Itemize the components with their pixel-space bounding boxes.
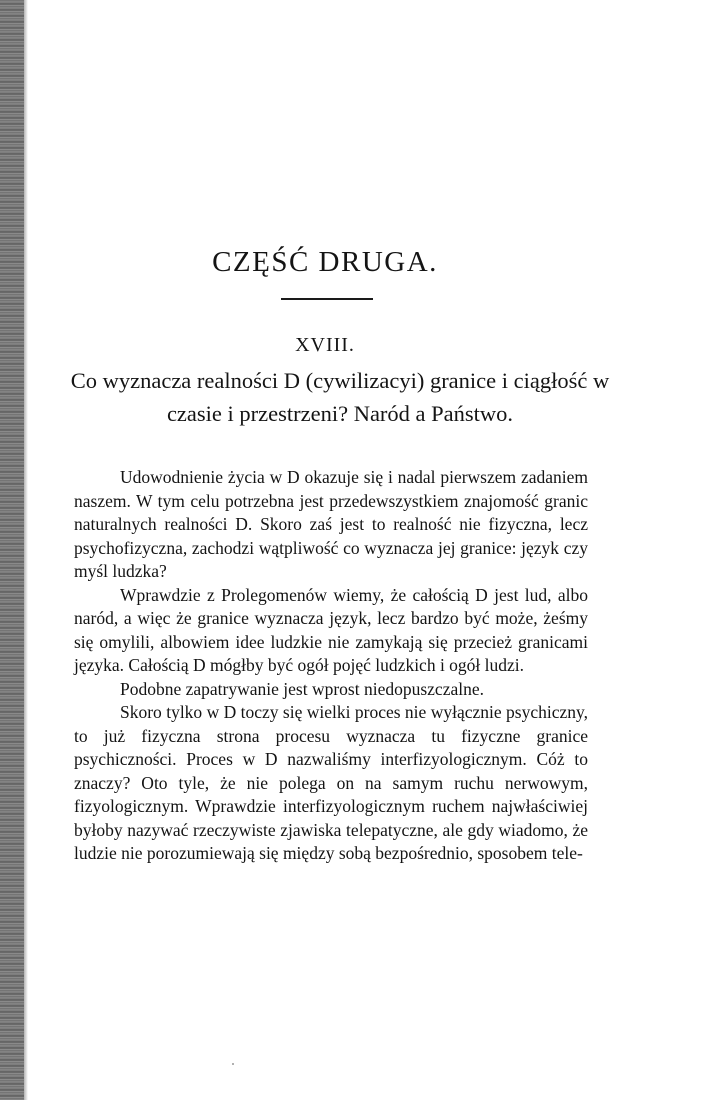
paragraph: Udowodnienie życia w D okazuje się i nadal pierwszem zadaniem naszem. W tym celu potrzebna jest przedewszystkiem znajomość granic naturalnych realności D. Skoro zaś jest to realność nie fizyczna, lecz psychofizyczna, zachodzi wątpliwość co wyznacza jej granice: język czy myśl ludzka?	[74, 467, 588, 581]
chapter-title: Co wyznacza realności D (cywilizacyi) granice i ciągłość w czasie i przestrzeni? Naród a Państwo.	[70, 368, 610, 426]
book-binding-edge	[0, 0, 24, 1100]
paragraph: Podobne zapatrywanie jest wprost niedopuszczalne.	[120, 678, 484, 699]
paragraph: Wprawdzie z Prolegomenów wiemy, że całością D jest lud, albo naród, a więc że granice wyznacza język, lecz bardzo być może, żeśmy się omylili, albowiem idee ludzkie nie zamykają się przecież granicami języka. Całością D mógłby być ogół pojęć ludzkich i ogół ludzi.	[74, 584, 588, 675]
part-title: CZĘŚĆ DRUGA.	[212, 246, 438, 278]
chapter-number: XVIII.	[295, 334, 355, 356]
body-text	[74, 466, 588, 866]
title-rule-divider	[281, 298, 373, 300]
paragraph: Skoro tylko w D toczy się wielki proces nie wyłącznie psychiczny, to już fizyczna strona procesu wyznacza tu fizyczne granice psychiczności. Proces w D nazwaliśmy interfizyologicznym. Cóż to znaczy? Oto tyle, że nie polega on na samym ruchu nerwowym, fizyologicznym. Wprawdzie interfizyologicznym ruchem najwłaściwiej byłoby nazywać rzeczywiste zjawiska telepatyczne, ale gdy wiadomo, że ludzie nie porozumiewają się między sobą bezpośrednio, sposobem tele-	[74, 702, 588, 863]
page-speck	[232, 1063, 234, 1065]
